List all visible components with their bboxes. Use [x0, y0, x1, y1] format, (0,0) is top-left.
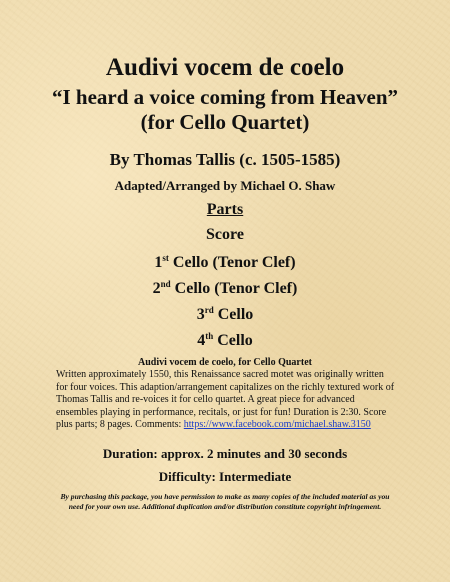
- part-ordinal: rd: [204, 305, 214, 315]
- part-ordinal: st: [162, 253, 169, 263]
- part-cello-1: [0, 254, 450, 272]
- part-ordinal: th: [205, 331, 214, 341]
- part-number: 1: [154, 254, 163, 271]
- description-paragraph: [56, 369, 396, 432]
- parts-heading: Parts: [206, 201, 244, 218]
- piece-title: Audivi vocem de coelo: [105, 54, 345, 81]
- part-label: Cello (Tenor Clef): [168, 254, 296, 271]
- part-number: 3: [196, 306, 205, 323]
- part-label: Cello (Tenor Clef): [170, 280, 298, 297]
- duration-text: Duration: approx. 2 minutes and 30 seconds: [102, 446, 348, 461]
- difficulty-text: Difficulty: Intermediate: [158, 469, 292, 484]
- subtitle-translation: “I heard a voice coming from Heaven”: [51, 85, 399, 109]
- arranger-credit: Adapted/Arranged by Michael O. Shaw: [114, 178, 336, 193]
- description-heading: Audivi vocem de coelo, for Cello Quartet: [138, 357, 312, 368]
- part-cello-2: [0, 280, 450, 298]
- composer-credit: By Thomas Tallis (c. 1505-1585): [109, 150, 341, 169]
- part-label: Cello: [213, 332, 253, 349]
- part-label: Cello: [213, 306, 254, 323]
- part-number: 2: [152, 280, 161, 297]
- part-ordinal: nd: [160, 279, 171, 289]
- description-text: Written approximately 1550, this Renaissance sacred motet was originally written for four voices. This adaption/arrangement capitalizes on the richly textured work of Thomas Tallis and re-voices it for cello quartet. A great piece for advanced ensembles playing in performance, recitals, or just for fun! Duration is 2:30. Score plus parts; 8 pages. Comments:: [56, 369, 395, 431]
- part-label: Score: [206, 226, 244, 243]
- piece-subtitle: [0, 85, 450, 135]
- subtitle-instrumentation: (for Cello Quartet): [140, 110, 310, 134]
- part-cello-3: [0, 306, 450, 324]
- part-cello-4: [0, 332, 450, 350]
- part-score: [0, 226, 450, 244]
- copyright-notice: By purchasing this package, you have permission to make as many copies of the included material as you need for your own use. Additional duplication and/or distribution constitute copyright infringement.: [60, 492, 390, 511]
- part-number: 4: [197, 332, 206, 349]
- facebook-link[interactable]: https://www.facebook.com/michael.shaw.3150: [183, 419, 371, 431]
